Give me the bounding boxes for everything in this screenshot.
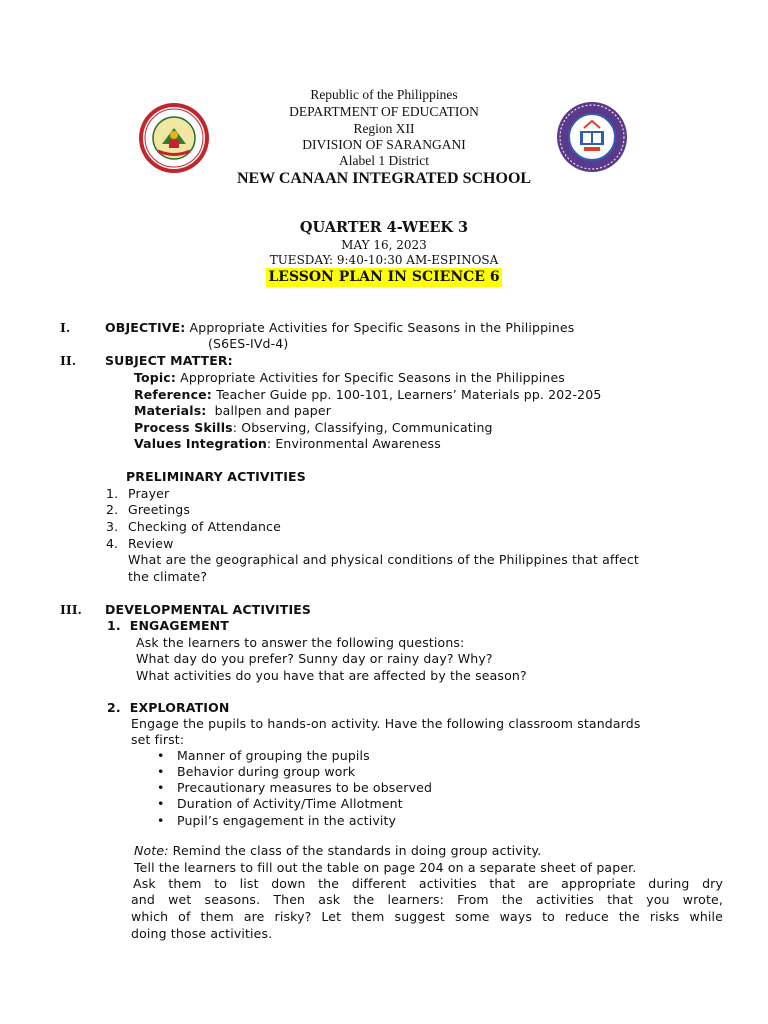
exploration-line-2: set first:: [131, 732, 185, 747]
preliminary-item-4: Review: [128, 536, 174, 551]
lesson-date: MAY 16, 2023: [341, 238, 427, 252]
process-skills-label: Process Skills: [134, 420, 233, 435]
bullet-icon: •: [157, 796, 165, 811]
engagement-line-2: What day do you prefer? Sunny day or rainy day? Why?: [136, 651, 493, 666]
standard-item-5: Pupil’s engagement in the activity: [177, 813, 397, 828]
header-division: DIVISION OF SARANGANI: [302, 137, 466, 152]
process-skills-line: [134, 420, 493, 436]
standard-item-2: Behavior during group work: [177, 764, 356, 779]
values-line: [134, 436, 441, 452]
topic-label: Topic:: [134, 370, 176, 385]
note-line: [134, 843, 541, 859]
engagement-line-1: Ask the learners to answer the following questions:: [136, 635, 465, 650]
materials-text: ballpen and paper: [214, 403, 332, 418]
objective-text: Appropriate Activities for Specific Seasons in the Philippines: [189, 320, 575, 335]
note-text: Remind the class of the standards in doing group activity.: [168, 843, 542, 858]
preliminary-item-1: Prayer: [128, 486, 170, 501]
preliminary-num-2: 2.: [106, 502, 119, 517]
header-region: Region XII: [353, 121, 415, 136]
preliminary-num-1: 1.: [106, 486, 119, 501]
developmental-numeral: III.: [60, 602, 82, 617]
subject-matter-label: SUBJECT MATTER:: [105, 353, 233, 368]
reference-label: Reference:: [134, 387, 212, 402]
engagement-heading: 1. ENGAGEMENT: [107, 618, 229, 633]
preliminary-num-4: 4.: [106, 536, 119, 551]
preliminary-num-3: 3.: [106, 519, 119, 534]
bullet-icon: •: [157, 764, 165, 779]
bullet-icon: •: [157, 748, 165, 763]
topic-text: Appropriate Activities for Specific Seasons in the Philippines: [180, 370, 565, 385]
note-label: Note:: [134, 843, 169, 858]
exploration-heading: 2. EXPLORATION: [107, 700, 230, 715]
header-department: DEPARTMENT OF EDUCATION: [289, 104, 479, 119]
objective-numeral: I.: [60, 320, 71, 335]
standard-item-3: Precautionary measures to be observed: [177, 780, 433, 795]
quarter-week: QUARTER 4-WEEK 3: [299, 219, 469, 236]
subject-matter-numeral: II.: [60, 353, 77, 368]
objective-line: [105, 320, 574, 336]
header-district: Alabel 1 District: [339, 153, 429, 168]
objective-code: (S6ES-IVd-4): [208, 336, 289, 351]
reference-text: Teacher Guide pp. 100-101, Learners’ Materials pp. 202-205: [216, 387, 602, 402]
bullet-icon: •: [157, 813, 165, 828]
topic-line: [134, 370, 565, 386]
activity-paragraph-line-2: Ask them to list down the different activities that are appropriate during dry: [133, 876, 723, 891]
exploration-line-1: Engage the pupils to hands-on activity. Have the following classroom standards: [131, 716, 641, 731]
activity-paragraph-line-5: doing those activities.: [131, 926, 273, 941]
engagement-line-3: What activities do you have that are affected by the season?: [136, 668, 527, 683]
objective-label: OBJECTIVE:: [105, 320, 186, 335]
activity-paragraph-line-4: which of them are risky? Let them suggest some ways to reduce the risks while: [131, 909, 723, 924]
values-text: : Environmental Awareness: [266, 436, 441, 451]
materials-label: Materials:: [134, 403, 207, 418]
preliminary-item-3: Checking of Attendance: [128, 519, 281, 534]
school-name: NEW CANAAN INTEGRATED SCHOOL: [236, 170, 532, 187]
bullet-icon: •: [157, 780, 165, 795]
materials-line: [134, 403, 331, 419]
standard-item-4: Duration of Activity/Time Allotment: [177, 796, 403, 811]
review-question-line-2: the climate?: [128, 569, 208, 584]
preliminary-item-2: Greetings: [128, 502, 191, 517]
values-label: Values Integration: [134, 436, 267, 451]
lesson-schedule: TUESDAY: 9:40-10:30 AM-ESPINOSA: [269, 253, 499, 267]
review-question-line-1: What are the geographical and physical conditions of the Philippines that affect: [128, 552, 639, 567]
reference-line: [134, 387, 601, 403]
activity-paragraph-line-3: and wet seasons. Then ask the learners: From the activities that you wrote,: [131, 892, 723, 907]
standard-item-1: Manner of grouping the pupils: [177, 748, 370, 763]
header-republic: Republic of the Philippines: [310, 87, 458, 102]
process-skills-text: : Observing, Classifying, Communicating: [232, 420, 493, 435]
developmental-label: DEVELOPMENTAL ACTIVITIES: [105, 602, 312, 617]
activity-paragraph-line-1: Tell the learners to fill out the table on page 204 on a separate sheet of paper.: [134, 860, 637, 875]
lesson-title: LESSON PLAN IN SCIENCE 6: [268, 269, 500, 285]
preliminary-heading: PRELIMINARY ACTIVITIES: [126, 469, 306, 484]
lesson-title-wrap: [0, 268, 768, 287]
